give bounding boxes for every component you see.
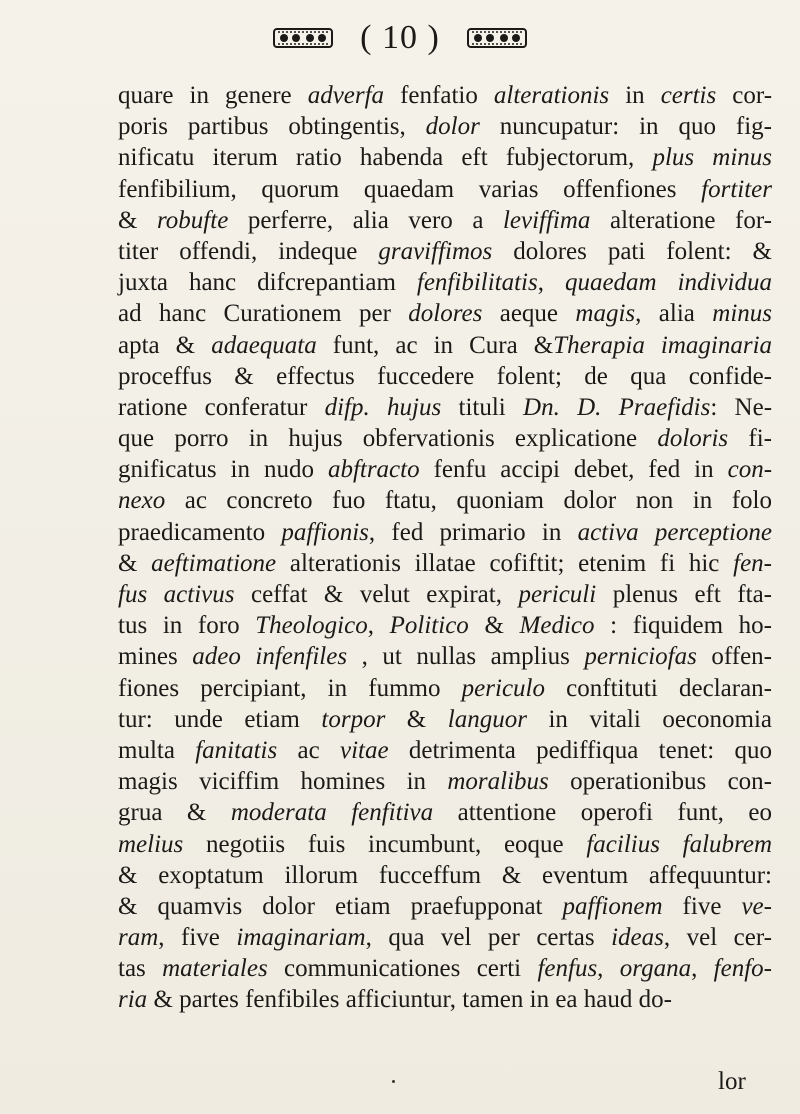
text-line — [118, 797, 772, 828]
italic-term: ria — [118, 986, 148, 1014]
italic-term: alterationis — [493, 82, 610, 109]
text-run: praedicamento — [118, 518, 282, 546]
text-run: : fiquidem ho- — [594, 612, 772, 640]
catchword: lor — [718, 1068, 746, 1095]
text-line — [118, 236, 772, 267]
text-run: , qua vel per certas — [365, 924, 612, 952]
italic-term: ram — [118, 924, 159, 952]
text-run: poris partibus obtingentis, — [118, 113, 426, 141]
ornament-icon — [272, 23, 334, 53]
text-run: magis viciffim homines in — [118, 768, 448, 796]
text-run: negotiis fuis incumbunt, eoque — [183, 830, 587, 858]
text-run: gnificatus in nudo — [118, 456, 328, 484]
text-run: in — [609, 82, 661, 109]
italic-term: Theologico — [255, 612, 368, 640]
italic-term: robufte — [157, 206, 229, 234]
italic-term: fenfus — [537, 955, 598, 983]
text-run: conftituti declaran- — [545, 674, 772, 702]
italic-term: fus activus — [118, 581, 235, 608]
text-line — [118, 361, 772, 392]
italic-term: abftracto — [327, 456, 420, 484]
italic-term: imaginariam — [236, 924, 366, 952]
text-run: detrimenta pediffiqua tenet: quo — [388, 736, 772, 764]
italic-term: graviffimos — [378, 237, 493, 265]
italic-term: doloris — [657, 425, 729, 453]
italic-term: aeftimatione — [151, 549, 277, 577]
text-run: & partes fenfibiles afficiuntur, tamen in ea haud do- — [147, 986, 672, 1014]
text-run: grua & — [118, 799, 231, 827]
italic-term: paffionem — [562, 892, 663, 920]
text-run: fenfibilium, quorum quaedam varias offenfiones — [118, 175, 702, 203]
text-run: plenus eft fta- — [596, 581, 772, 608]
text-line — [118, 704, 772, 735]
text-line — [118, 142, 772, 173]
text-line — [118, 267, 772, 298]
text-run: funt, ac in Cura & — [316, 331, 554, 359]
italic-term: leviffima — [502, 206, 591, 234]
text-run: tur: unde etiam — [118, 705, 322, 733]
text-run: & exoptatum illorum fucceffum & eventum affequuntur: — [118, 861, 772, 889]
text-line — [118, 953, 772, 984]
text-run: , alia — [635, 300, 713, 328]
italic-term: con- — [727, 456, 773, 484]
text-run: five — [662, 892, 742, 920]
text-line — [118, 548, 772, 579]
text-run: : Ne- — [710, 393, 773, 421]
text-run: ac concreto fuo ftatu, quoniam dolor non in folo — [165, 487, 772, 515]
italic-term: periculo — [461, 674, 545, 702]
text-run: proceffus & effectus fuccedere folent; de qua confide- — [118, 362, 772, 390]
text-line — [118, 330, 772, 361]
text-line — [118, 984, 772, 1015]
text-run: & — [468, 612, 520, 640]
text-run: , ut nullas amplius — [347, 643, 585, 671]
italic-term: torpor — [321, 705, 386, 733]
text-run: fi- — [728, 425, 772, 453]
text-run: que porro in hujus obfervationis explicatione — [118, 425, 658, 453]
text-run: multa — [118, 736, 196, 764]
text-run: fenfu accipi debet, fed in — [419, 456, 728, 484]
text-run: & — [118, 206, 157, 234]
text-run: mines — [118, 643, 193, 671]
text-run: & — [118, 549, 152, 577]
text-run: offen- — [696, 643, 773, 671]
text-line — [118, 174, 772, 205]
page-header — [0, 10, 800, 66]
italic-term: certis — [660, 82, 717, 109]
italic-term: melius — [118, 830, 184, 858]
text-run: , — [537, 269, 565, 297]
text-line — [118, 298, 772, 329]
text-line — [118, 205, 772, 236]
text-line — [118, 80, 772, 111]
italic-term: facilius falubrem — [586, 830, 772, 858]
text-run: , — [597, 955, 620, 983]
text-run: communicationes certi — [267, 955, 538, 983]
text-run: ceffat & velut expirat, — [234, 581, 519, 608]
italic-term: Therapia imaginaria — [553, 331, 773, 359]
text-run: alterationis illatae cofiftit; etenim fi hic — [276, 549, 734, 577]
text-line — [118, 454, 772, 485]
italic-term: activa perceptione — [577, 518, 772, 546]
text-run: , fed primario in — [368, 518, 578, 546]
text-line — [118, 641, 772, 672]
text-run: tas — [118, 955, 163, 983]
text-run: fenfatio — [384, 82, 494, 109]
text-run: operationibus con- — [548, 768, 772, 796]
italic-term: adaequata — [211, 331, 317, 359]
italic-term: ve- — [741, 892, 772, 920]
text-line — [118, 673, 772, 704]
italic-term: adverfa — [307, 82, 385, 109]
italic-term: Politico — [389, 612, 469, 640]
text-line — [118, 766, 772, 797]
text-line — [118, 891, 772, 922]
text-line — [118, 829, 772, 860]
text-line — [118, 860, 772, 891]
text-line — [118, 485, 772, 516]
italic-term: fenfo- — [713, 955, 772, 983]
text-run: perferre, alia vero a — [228, 206, 503, 234]
italic-term: plus minus — [652, 144, 772, 172]
text-line — [118, 922, 772, 953]
text-run: in vitali oeconomia — [526, 705, 773, 733]
italic-term: languor — [447, 705, 527, 733]
text-run: attentione operofi funt, eo — [433, 799, 772, 827]
italic-term: materiales — [162, 955, 268, 983]
text-run: & quamvis dolor etiam praefupponat — [118, 892, 563, 920]
text-run: , — [367, 612, 390, 640]
italic-term: dolor — [425, 113, 480, 141]
body-text — [118, 80, 772, 1016]
text-run: titer offendi, indeque — [118, 237, 379, 265]
text-run: juxta hanc difcrepantiam — [118, 269, 417, 297]
page-number: ( 10 ) — [360, 19, 440, 56]
text-run: apta & — [118, 331, 212, 359]
italic-term: dolores — [408, 300, 483, 328]
italic-term: vitae — [340, 736, 389, 764]
text-run: alteratione for- — [590, 206, 772, 234]
text-run: , vel cer- — [663, 924, 772, 952]
italic-term: paffionis — [281, 518, 369, 546]
text-run: tus in foro — [118, 612, 256, 640]
italic-term: adeo infenfiles — [192, 643, 348, 671]
text-run: cor- — [716, 82, 773, 109]
italic-term: minus — [712, 300, 772, 328]
italic-term: perniciofas — [584, 643, 697, 671]
text-run: fiones percipiant, in fummo — [118, 674, 462, 702]
italic-term: Dn. D. Praefidis — [523, 393, 711, 421]
text-run: ratione conferatur — [118, 393, 325, 421]
italic-term: moralibus — [447, 768, 549, 796]
italic-term: moderata fenfitiva — [230, 799, 434, 827]
text-line — [118, 579, 772, 610]
italic-term: ideas — [611, 924, 664, 952]
text-line — [118, 392, 772, 423]
text-line — [118, 517, 772, 548]
ornament-icon — [466, 23, 528, 53]
italic-term: fanitatis — [195, 736, 278, 764]
italic-term: fenfibilitatis — [416, 269, 538, 297]
text-run: , five — [158, 924, 237, 952]
italic-term: magis — [575, 300, 636, 328]
text-line — [118, 735, 772, 766]
text-run: aeque — [482, 300, 576, 328]
text-run: , — [691, 955, 714, 983]
text-run: dolores pati folent: & — [492, 237, 773, 265]
italic-term: organa — [619, 955, 692, 983]
text-run: quare in genere — [118, 82, 308, 109]
text-run: ad hanc Curationem per — [118, 300, 409, 328]
text-run: tituli — [441, 393, 524, 421]
italic-term: fen- — [733, 549, 772, 577]
italic-term: difp. hujus — [324, 393, 442, 421]
italic-term: fortiter — [701, 175, 772, 203]
italic-term: Medico — [519, 612, 595, 640]
text-run: & — [385, 705, 448, 733]
text-line — [118, 610, 772, 641]
text-run: nuncupatur: in quo fig- — [479, 113, 772, 141]
text-run: nificatu iterum ratio habenda eft fubjectorum, — [118, 144, 653, 172]
italic-term: periculi — [518, 581, 597, 608]
text-line — [118, 423, 772, 454]
italic-term: quaedam individua — [564, 269, 772, 297]
text-line — [118, 111, 772, 142]
text-run: ac — [277, 736, 340, 764]
printing-mark — [392, 1080, 395, 1083]
italic-term: nexo — [118, 487, 166, 515]
